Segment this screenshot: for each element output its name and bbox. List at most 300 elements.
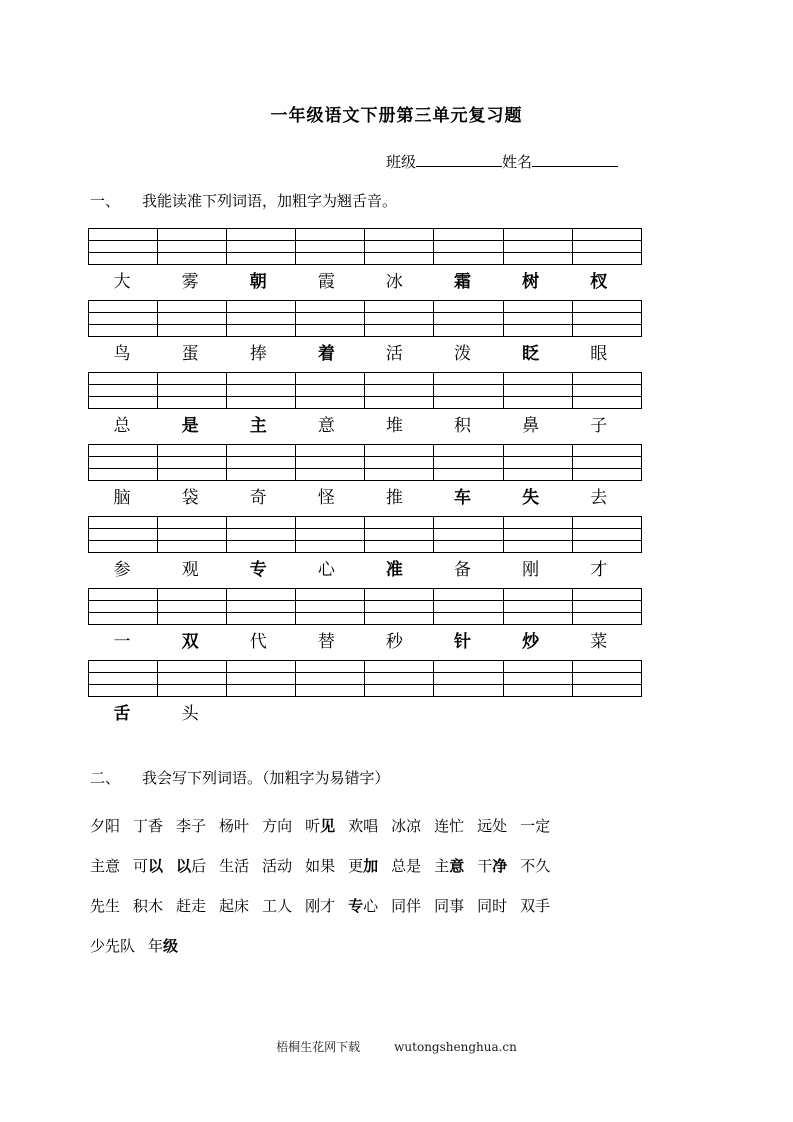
footer-site-url: wutongshenghua.cn [394, 1040, 517, 1054]
writing-grid-cell[interactable] [434, 601, 503, 613]
writing-grid-cell[interactable] [572, 253, 641, 265]
writing-grid-cell[interactable] [227, 397, 296, 409]
writing-grid-cell[interactable] [227, 445, 296, 457]
writing-grid-cell[interactable] [227, 253, 296, 265]
vocabulary-word [391, 846, 421, 886]
writing-grid-cell[interactable] [296, 325, 365, 337]
writing-grid-cell[interactable] [296, 241, 365, 253]
writing-grid-cell[interactable] [158, 517, 227, 529]
writing-grid-cell[interactable] [572, 445, 641, 457]
vocabulary-word [219, 846, 249, 886]
character-cue: 专 [249, 560, 267, 580]
character-cue: 冰 [385, 272, 403, 292]
writing-grid-cell[interactable] [572, 517, 641, 529]
writing-grid-row [89, 301, 642, 313]
writing-grid-cell[interactable] [434, 325, 503, 337]
writing-grid-cell[interactable] [572, 469, 641, 481]
writing-grid-cell[interactable] [89, 325, 158, 337]
writing-grid-cell[interactable] [365, 457, 434, 469]
writing-grid-cell[interactable] [434, 241, 503, 253]
writing-grid-row [89, 325, 642, 337]
character-cue: 针 [454, 632, 472, 652]
writing-grid-cell[interactable] [296, 589, 365, 601]
writing-grid-cell[interactable] [365, 325, 434, 337]
class-label: 班级 [385, 153, 416, 171]
writing-grid-cell[interactable] [365, 397, 434, 409]
vocabulary-word [90, 806, 120, 846]
writing-grid-cell[interactable] [227, 613, 296, 625]
writing-grid-cell[interactable] [365, 517, 434, 529]
writing-grid-cell[interactable] [158, 373, 227, 385]
word-segment: 生活 [219, 857, 250, 875]
writing-grid-cell[interactable] [89, 529, 158, 541]
writing-grid-row [89, 469, 642, 481]
character-cue: 杈 [590, 272, 608, 292]
writing-grid-cell[interactable] [572, 541, 641, 553]
writing-grid-cell[interactable] [89, 589, 158, 601]
vocabulary-word [477, 846, 507, 886]
writing-grid-cell[interactable] [365, 529, 434, 541]
class-blank-field[interactable] [416, 166, 502, 167]
writing-grid-row [89, 241, 642, 253]
writing-grid-cell[interactable] [89, 229, 158, 241]
writing-grid-cell[interactable] [434, 529, 503, 541]
writing-grid-cell[interactable] [572, 373, 641, 385]
writing-grid-cell[interactable] [227, 541, 296, 553]
writing-grid-row [89, 373, 642, 385]
writing-grid-cell[interactable] [158, 529, 227, 541]
character-cue: 去 [590, 488, 608, 508]
writing-grid-cell[interactable] [89, 541, 158, 553]
word-segment: 干 [477, 857, 493, 875]
writing-grid-cell[interactable] [503, 457, 572, 469]
writing-grid-row [89, 397, 642, 409]
writing-grid[interactable] [88, 228, 642, 265]
writing-grid[interactable] [88, 444, 642, 481]
writing-grid-cell[interactable] [89, 313, 158, 325]
writing-grid-cell[interactable] [158, 541, 227, 553]
writing-grid-cell[interactable] [365, 373, 434, 385]
vocabulary-word [90, 926, 135, 966]
footer-site-name: 梧桐生花网下载 [276, 1040, 361, 1054]
writing-grid-cell[interactable] [227, 325, 296, 337]
character-cue: 意 [317, 416, 335, 436]
writing-grid-cell[interactable] [365, 313, 434, 325]
word-segment: 同事 [434, 897, 465, 915]
writing-grid-cell[interactable] [503, 529, 572, 541]
writing-grid-cell[interactable] [158, 673, 227, 685]
writing-grid-cell[interactable] [434, 313, 503, 325]
writing-grid-cell[interactable] [158, 685, 227, 697]
character-cue: 是 [181, 416, 199, 436]
vocabulary-word [434, 886, 464, 926]
writing-grid-cell[interactable] [296, 385, 365, 397]
writing-grid-cell[interactable] [89, 685, 158, 697]
writing-grid-row [89, 601, 642, 613]
writing-grid-cell[interactable] [227, 529, 296, 541]
word-row [90, 806, 793, 846]
writing-grid-row [89, 541, 642, 553]
writing-grid-cell[interactable] [158, 229, 227, 241]
writing-grid-cell[interactable] [503, 385, 572, 397]
writing-grid-cell[interactable] [365, 253, 434, 265]
character-cue: 主 [249, 416, 267, 436]
writing-grid-cell[interactable] [89, 241, 158, 253]
writing-grid-cell[interactable] [89, 397, 158, 409]
word-segment-emphasis: 以 [148, 857, 164, 875]
character-cue: 鸟 [113, 344, 131, 364]
writing-grid-cell[interactable] [158, 601, 227, 613]
writing-grid-cell[interactable] [89, 253, 158, 265]
writing-grid-cell[interactable] [296, 457, 365, 469]
writing-grid-cell[interactable] [503, 673, 572, 685]
character-cue: 朝 [249, 272, 267, 292]
vocabulary-word [477, 806, 507, 846]
writing-grid-cell[interactable] [572, 613, 641, 625]
character-cue: 观 [181, 560, 199, 580]
section-one-text: 我能读准下列词语，加粗字为翘舌音。 [142, 192, 398, 210]
character-cue: 霞 [317, 272, 335, 292]
word-row [90, 846, 793, 886]
word-segment: 后 [191, 857, 207, 875]
character-cue: 奇 [249, 488, 267, 508]
writing-grid-cell[interactable] [434, 613, 503, 625]
writing-grid-cell[interactable] [158, 469, 227, 481]
writing-grid-cell[interactable] [89, 613, 158, 625]
vocabulary-word [520, 846, 550, 886]
character-cue: 替 [317, 632, 335, 652]
section-one-number: 一、 [90, 192, 121, 210]
word-segment: 李子 [176, 817, 207, 835]
writing-grid-cell[interactable] [434, 457, 503, 469]
writing-grid-cell[interactable] [503, 229, 572, 241]
writing-grid-cell[interactable] [296, 541, 365, 553]
character-cue: 雾 [181, 272, 199, 292]
writing-grid-cell[interactable] [503, 517, 572, 529]
character-cue: 备 [454, 560, 472, 580]
writing-grid-row [89, 517, 642, 529]
vocabulary-word [262, 806, 292, 846]
writing-grid[interactable] [88, 516, 642, 553]
writing-grid-cell[interactable] [503, 589, 572, 601]
vocabulary-word [348, 846, 378, 886]
writing-grid-cell[interactable] [434, 397, 503, 409]
writing-grid-cell[interactable] [89, 601, 158, 613]
writing-grid-cell[interactable] [434, 673, 503, 685]
character-row [88, 485, 633, 511]
writing-grid-cell[interactable] [572, 589, 641, 601]
word-segment-emphasis: 以 [176, 857, 192, 875]
writing-grid-cell[interactable] [572, 241, 641, 253]
vocabulary-word [262, 886, 292, 926]
writing-grid-cell[interactable] [89, 673, 158, 685]
writing-grid[interactable] [88, 300, 642, 337]
word-segment: 冰凉 [391, 817, 422, 835]
writing-grid-cell[interactable] [572, 601, 641, 613]
writing-grid-cell[interactable] [227, 313, 296, 325]
character-cue: 活 [385, 344, 403, 364]
word-segment: 听 [305, 817, 321, 835]
writing-grid[interactable] [88, 372, 642, 409]
word-segment: 夕阳 [90, 817, 121, 835]
writing-grid-cell[interactable] [158, 613, 227, 625]
writing-grid-cell[interactable] [434, 469, 503, 481]
writing-grid-row [89, 661, 642, 673]
writing-grid-cell[interactable] [158, 445, 227, 457]
word-segment-emphasis: 意 [449, 857, 465, 875]
character-cue: 头 [181, 704, 199, 724]
writing-grid-cell[interactable] [296, 313, 365, 325]
writing-grid-cell[interactable] [296, 673, 365, 685]
vocabulary-word [434, 806, 464, 846]
word-segment: 年 [148, 937, 164, 955]
vocabulary-word [133, 886, 163, 926]
character-cue: 大 [113, 272, 131, 292]
character-cue: 秒 [385, 632, 403, 652]
writing-grid-cell[interactable] [365, 673, 434, 685]
word-segment: 杨叶 [219, 817, 250, 835]
character-cue: 炒 [522, 632, 540, 652]
writing-grid-cell[interactable] [296, 661, 365, 673]
writing-grid-cell[interactable] [434, 385, 503, 397]
writing-grid[interactable] [88, 588, 642, 625]
writing-grid-cell[interactable] [572, 325, 641, 337]
writing-grid-cell[interactable] [572, 673, 641, 685]
writing-grid-cell[interactable] [158, 241, 227, 253]
writing-grid-cell[interactable] [503, 445, 572, 457]
writing-grid-cell[interactable] [227, 229, 296, 241]
writing-grid-cell[interactable] [572, 685, 641, 697]
writing-grid-cell[interactable] [89, 469, 158, 481]
vocabulary-word [434, 846, 464, 886]
writing-grid-cell[interactable] [158, 301, 227, 313]
writing-grid-cell[interactable] [503, 613, 572, 625]
writing-grid[interactable] [88, 660, 642, 697]
writing-grid-cell[interactable] [89, 661, 158, 673]
character-row [88, 629, 633, 655]
word-segment: 起床 [219, 897, 250, 915]
writing-grid-cell[interactable] [365, 385, 434, 397]
writing-grid-cell[interactable] [572, 385, 641, 397]
character-cue: 刚 [522, 560, 540, 580]
writing-grid-cell[interactable] [365, 229, 434, 241]
writing-grid-cell[interactable] [296, 301, 365, 313]
vocabulary-word [176, 886, 206, 926]
page-title: 一年级语文下册第三单元复习题 [270, 106, 523, 126]
writing-grid-cell[interactable] [434, 589, 503, 601]
writing-grid-cell[interactable] [296, 601, 365, 613]
word-segment: 总是 [391, 857, 422, 875]
writing-grid-cell[interactable] [296, 469, 365, 481]
character-cue: 才 [590, 560, 608, 580]
writing-grid-cell[interactable] [296, 685, 365, 697]
writing-grid-cell[interactable] [227, 373, 296, 385]
character-cue: 积 [454, 416, 472, 436]
word-segment-emphasis: 见 [320, 817, 336, 835]
writing-grid-cell[interactable] [434, 541, 503, 553]
writing-grid-cell[interactable] [434, 301, 503, 313]
writing-grid-cell[interactable] [158, 325, 227, 337]
writing-grid-cell[interactable] [296, 397, 365, 409]
writing-grid-cell[interactable] [503, 253, 572, 265]
character-cue: 舌 [113, 704, 131, 724]
word-segment: 可 [133, 857, 149, 875]
writing-grid-row [89, 685, 642, 697]
writing-grid-row [89, 253, 642, 265]
writing-grid-row [89, 385, 642, 397]
writing-grid-cell[interactable] [503, 241, 572, 253]
writing-grid-row [89, 589, 642, 601]
writing-grid-cell[interactable] [365, 661, 434, 673]
vocabulary-word [305, 806, 335, 846]
word-segment: 丁香 [133, 817, 164, 835]
writing-grid-cell[interactable] [89, 301, 158, 313]
writing-grid-cell[interactable] [296, 373, 365, 385]
character-cue: 失 [522, 488, 540, 508]
writing-grid-cell[interactable] [503, 301, 572, 313]
vocabulary-word [133, 846, 163, 886]
character-row [88, 341, 633, 367]
writing-grid-row [89, 445, 642, 457]
character-cue: 捧 [249, 344, 267, 364]
writing-grid-cell[interactable] [365, 301, 434, 313]
word-segment: 先生 [90, 897, 121, 915]
writing-grid-cell[interactable] [365, 613, 434, 625]
writing-grid-cell[interactable] [434, 373, 503, 385]
vocabulary-word [262, 846, 292, 886]
word-segment: 赶走 [176, 897, 207, 915]
writing-grid-cell[interactable] [227, 469, 296, 481]
vocabulary-word [348, 806, 378, 846]
vocabulary-word [176, 806, 206, 846]
writing-grid-cell[interactable] [158, 457, 227, 469]
writing-grid-cell[interactable] [572, 301, 641, 313]
writing-grid-cell[interactable] [227, 241, 296, 253]
writing-grid-cell[interactable] [572, 457, 641, 469]
writing-grid-cell[interactable] [365, 589, 434, 601]
writing-grid-cell[interactable] [434, 253, 503, 265]
writing-grid-cell[interactable] [158, 313, 227, 325]
writing-grid-cell[interactable] [89, 373, 158, 385]
writing-grid-cell[interactable] [227, 301, 296, 313]
writing-grid-cell[interactable] [227, 601, 296, 613]
writing-grid-cell[interactable] [158, 253, 227, 265]
writing-grid-row [89, 313, 642, 325]
character-row [88, 557, 633, 583]
writing-grid-cell[interactable] [434, 685, 503, 697]
word-segment: 更 [348, 857, 364, 875]
word-segment: 双手 [520, 897, 551, 915]
word-segment: 活动 [262, 857, 293, 875]
character-cue: 子 [590, 416, 608, 436]
character-cue: 蛋 [181, 344, 199, 364]
word-segment: 积木 [133, 897, 164, 915]
writing-grid-cell[interactable] [365, 541, 434, 553]
writing-grid-cell[interactable] [503, 661, 572, 673]
writing-grid-row [89, 457, 642, 469]
character-cue: 车 [454, 488, 472, 508]
name-blank-field[interactable] [532, 166, 618, 167]
writing-grid-cell[interactable] [89, 457, 158, 469]
writing-grid-cell[interactable] [503, 469, 572, 481]
writing-grid-cell[interactable] [365, 469, 434, 481]
writing-grid-cell[interactable] [158, 589, 227, 601]
writing-grid-cell[interactable] [572, 313, 641, 325]
writing-grid-cell[interactable] [572, 229, 641, 241]
word-segment: 如果 [305, 857, 336, 875]
writing-grid-cell[interactable] [227, 685, 296, 697]
writing-grid-cell[interactable] [434, 445, 503, 457]
name-label: 姓名 [501, 153, 532, 171]
vocabulary-word [305, 886, 335, 926]
writing-grid-cell[interactable] [503, 601, 572, 613]
writing-grid-cell[interactable] [296, 517, 365, 529]
character-cue: 脑 [113, 488, 131, 508]
writing-grid-row [89, 613, 642, 625]
vocabulary-word [90, 846, 120, 886]
writing-grid-cell[interactable] [296, 445, 365, 457]
writing-grid-cell[interactable] [503, 685, 572, 697]
writing-grid-cell[interactable] [296, 253, 365, 265]
writing-grid-cell[interactable] [365, 445, 434, 457]
character-cue: 泼 [454, 344, 472, 364]
writing-grid-cell[interactable] [365, 685, 434, 697]
writing-grid-cell[interactable] [227, 517, 296, 529]
writing-grid-cell[interactable] [572, 529, 641, 541]
word-segment-emphasis: 专 [348, 897, 364, 915]
writing-grid-cell[interactable] [227, 385, 296, 397]
vocabulary-word [148, 926, 178, 966]
writing-grid-cell[interactable] [158, 385, 227, 397]
word-row [90, 886, 793, 926]
writing-grid-cell[interactable] [434, 661, 503, 673]
writing-grid-cell[interactable] [158, 661, 227, 673]
writing-grid-cell[interactable] [227, 589, 296, 601]
writing-grid-cell[interactable] [503, 313, 572, 325]
writing-grid-cell[interactable] [296, 613, 365, 625]
writing-grid-cell[interactable] [365, 241, 434, 253]
word-segment: 少先队 [90, 937, 136, 955]
writing-grid-cell[interactable] [227, 661, 296, 673]
writing-grid-cell[interactable] [89, 517, 158, 529]
writing-grid-cell[interactable] [89, 445, 158, 457]
word-segment: 同伴 [391, 897, 422, 915]
writing-grid-cell[interactable] [572, 397, 641, 409]
writing-grid-cell[interactable] [227, 457, 296, 469]
writing-grid-cell[interactable] [365, 601, 434, 613]
writing-grid-cell[interactable] [503, 541, 572, 553]
vocabulary-word [520, 886, 550, 926]
writing-grid-cell[interactable] [503, 373, 572, 385]
character-row [88, 269, 633, 295]
writing-grid-cell[interactable] [503, 397, 572, 409]
writing-grid-cell[interactable] [434, 229, 503, 241]
writing-grid-cell[interactable] [434, 517, 503, 529]
student-id-line [0, 151, 793, 172]
word-segment: 欢唱 [348, 817, 379, 835]
writing-grid-cell[interactable] [158, 397, 227, 409]
character-row [88, 701, 633, 727]
word-segment: 刚才 [305, 897, 336, 915]
writing-grid-cell[interactable] [89, 385, 158, 397]
writing-grid-cell[interactable] [572, 661, 641, 673]
writing-grid-cell[interactable] [503, 325, 572, 337]
writing-grid-cell[interactable] [296, 229, 365, 241]
page-footer [0, 1038, 793, 1055]
writing-grid-row [89, 673, 642, 685]
writing-grid-cell[interactable] [296, 529, 365, 541]
writing-grid-cell[interactable] [227, 673, 296, 685]
